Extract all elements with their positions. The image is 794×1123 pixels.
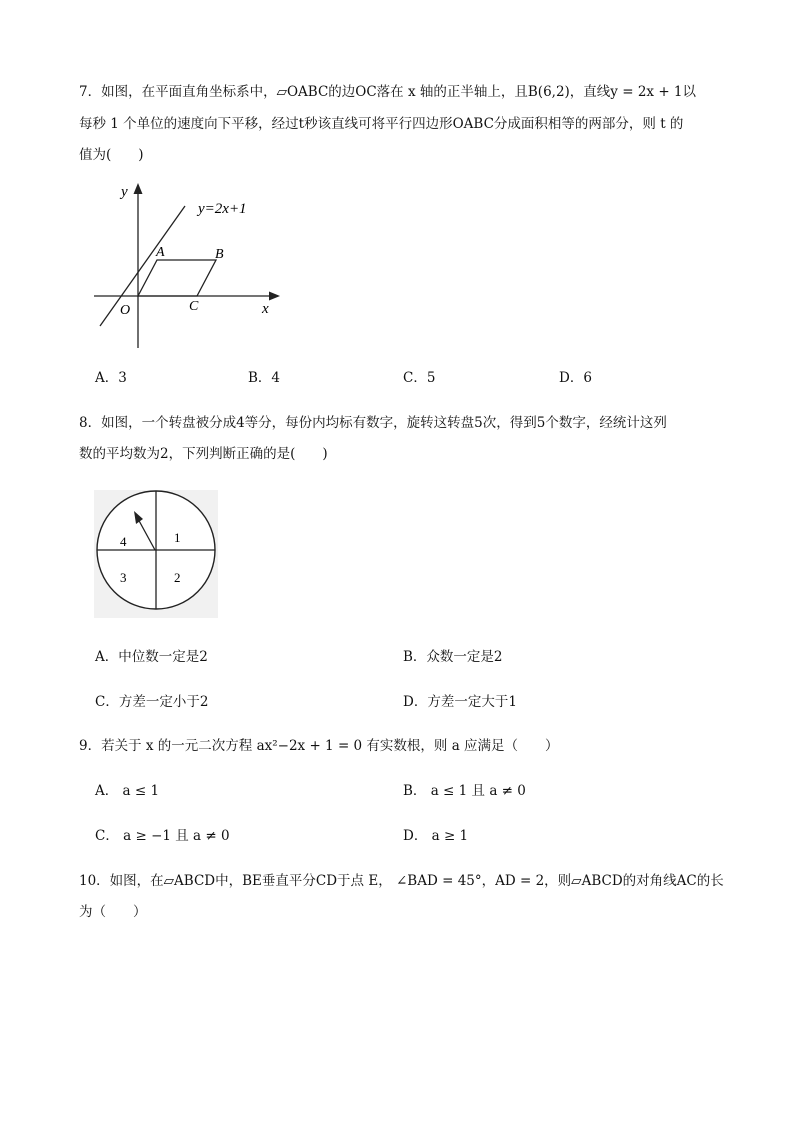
- q10-text-line2: 为（ ）: [79, 904, 147, 920]
- q8-spinner-figure: [94, 490, 218, 618]
- q7-text-line2: 每秒 1 个单位的速度向下平移，经过t秒该直线可将平行四边形OABC分成面积相等的两部分，则 t 的: [79, 116, 684, 132]
- spinner-sector-4: 4: [120, 534, 127, 549]
- point-a-label: A: [156, 245, 165, 260]
- q10-text-line1: 10．如图，在▱ABCD中，BE垂直平分CD于点 E， ∠BAD = 45°，AD = 2，则▱ABCD的对角线AC的长: [79, 873, 724, 889]
- x-axis-label: x: [262, 301, 269, 317]
- q8-option-d[interactable]: D．方差一定大于1: [403, 694, 517, 710]
- line-label: y=2x+1: [198, 201, 247, 217]
- q7-option-b[interactable]: B．4: [248, 370, 281, 386]
- point-c-label: C: [189, 299, 199, 314]
- q9-option-a[interactable]: A． a ≤ 1: [95, 783, 160, 799]
- q9-text-line1: 9．若关于 x 的一元二次方程 ax²−2x + 1 = 0 有实数根，则 a 应满足（ ）: [79, 738, 559, 754]
- q7-option-d[interactable]: D．6: [559, 370, 592, 386]
- q9-option-d[interactable]: D． a ≥ 1: [403, 828, 469, 844]
- q9-option-c[interactable]: C． a ≥ −1 且 a ≠ 0: [95, 828, 230, 844]
- spinner-sector-2: 2: [174, 570, 181, 585]
- y-axis-label: y: [121, 184, 128, 200]
- q7-text-line3: 值为( ): [79, 147, 144, 163]
- q7-option-c[interactable]: C．5: [403, 370, 436, 386]
- x-axis-arrow: [269, 292, 280, 301]
- spinner-sector-1: 1: [174, 530, 181, 545]
- q8-text-line2: 数的平均数为2，下列判断正确的是( ): [79, 446, 328, 462]
- q7-option-a[interactable]: A．3: [95, 370, 127, 386]
- parallelogram-oabc: [138, 260, 216, 296]
- q8-option-b[interactable]: B．众数一定是2: [403, 649, 503, 665]
- q7-coordinate-figure: [88, 176, 288, 352]
- y-axis-arrow: [134, 183, 143, 194]
- point-o-label: O: [120, 303, 131, 318]
- line-graph: [100, 206, 185, 326]
- q8-option-a[interactable]: A．中位数一定是2: [95, 649, 208, 665]
- q8-text-line1: 8．如图，一个转盘被分成4等分，每份内均标有数字，旋转这转盘5次，得到5个数字，经统计这列: [79, 415, 667, 431]
- point-b-label: B: [215, 247, 224, 262]
- q7-text-line1: 7．如图，在平面直角坐标系中，▱OABC的边OC落在 x 轴的正半轴上，且B(6,2)，直线y = 2x + 1以: [79, 84, 697, 100]
- q9-option-b[interactable]: B． a ≤ 1 且 a ≠ 0: [403, 783, 526, 799]
- spinner-sector-3: 3: [120, 570, 127, 585]
- q8-option-c[interactable]: C．方差一定小于2: [95, 694, 209, 710]
